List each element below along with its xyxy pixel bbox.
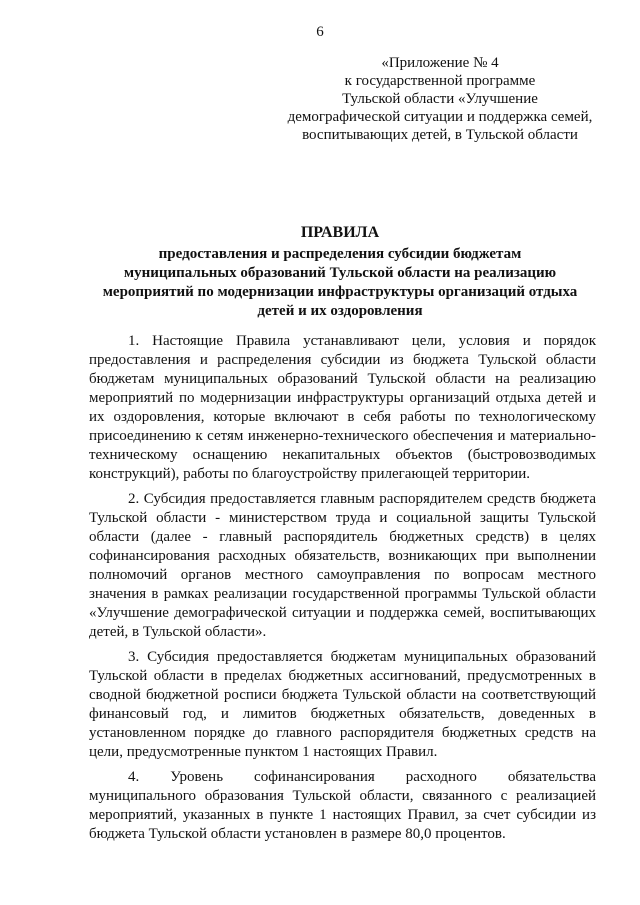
subtitle-line: муниципальных образований Тульской области на реализацию [123,265,557,281]
subtitle-line: предоставления и распределения субсидии бюджетам [158,246,522,262]
document-body [89,332,596,850]
document-heading [60,223,620,321]
paragraph-3: 3. Субсидия предоставляется бюджетам муниципальных образований Тульской области в пределах бюджетных ассигнований, предусмотренных в сводной бюджетной росписи бюджета Тульской области на соответствующий финансовый год, и лимитов бюджетных обязательств, доведенных в установленном порядке до главного распорядителя бюджетных средств на цели, предусмотренные пунктом 1 настоящих Правил. [89,649,596,760]
appendix-reference [260,54,620,144]
appendix-line: «Приложение № 4 [381,55,499,71]
paragraph-1: 1. Настоящие Правила устанавливают цели, условия и порядок предоставления и распределения субсидии из бюджета Тульской области бюджетам муниципальных образований Тульской области на реализацию мероприятий по модернизации инфраструктуры организаций отдыха детей и их оздоровления, которые включают в себя работы по технологическому присоединению к сетям инженерно-технического обеспечения и материально-техническому оснащению некапитальных объектов (быстровозводимых конструкций), работы по благоустройству прилегающей территории. [89,333,596,482]
document-title: ПРАВИЛА [300,224,380,241]
paragraph-2: 2. Субсидия предоставляется главным распорядителем средств бюджета Тульской области - министерством труда и социальной защиты Тульской области (далее - главный распорядитель бюджетных средств) в целях софинансирования расходных обязательств, возникающих при выполнении полномочий органов местного самоуправления по вопросам местного значения в рамках реализации государственной программы Тульской области «Улучшение демографической ситуации и поддержка семей, воспитывающих детей, в Тульской области». [89,491,596,640]
appendix-line: Тульской области «Улучшение [342,91,538,107]
subtitle-line: мероприятий по модернизации инфраструктуры организаций отдыха [102,284,578,300]
page-number: 6 [316,24,324,40]
appendix-line: демографической ситуации и поддержка семей, [287,109,593,125]
subtitle-line: детей и их оздоровления [257,303,423,319]
appendix-line: воспитывающих детей, в Тульской области [302,127,578,143]
appendix-line: к государственной программе [344,73,536,89]
paragraph-4: 4. Уровень софинансирования расходного обязательства муниципального образования Тульской области, связанного с реализацией мероприятий, указанных в пункте 1 настоящих Правил, за счет субсидии из бюджета Тульской области установлен в размере 80,0 процентов. [89,769,596,842]
